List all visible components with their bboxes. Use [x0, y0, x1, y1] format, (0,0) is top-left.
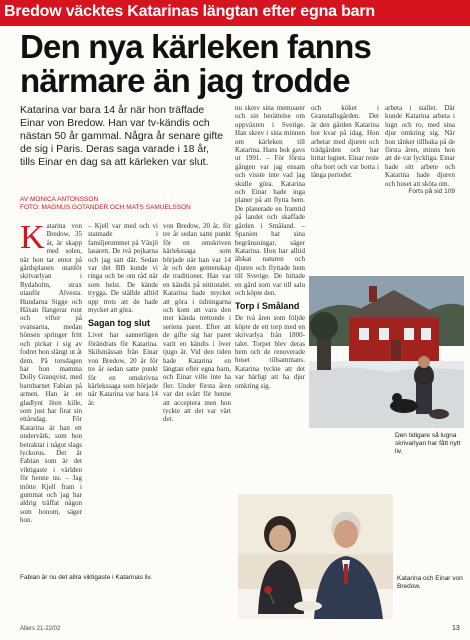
body-column-3	[163, 222, 231, 632]
byline-photo: FOTO: MAGNUS GOTANDER OCH MATS SAMUELSSON	[20, 204, 191, 211]
body-text-1: atarina von Bredow, 35 år, är skapp med solen, när hon tar emot på gårdsplanen utanför skrivarlyan i Rydaholm, strax utanför Alvesta. Hundarna Sigge och Häxan flangerar runt och vifter på svansarna, medan hönsen springer fritt och pickar i sig av fodret hon slängt ut åt dem. På torsdagen har hon mamma Dolly Granqvist, med barnbarnet Fabian på armen. Han är en gladlynt liten kille, som just har firat sin ettårsdag. För Katarina är han ett undervärk, som hon betraktar i något slags lyckorus. Det är Fabian som är det viktigaste i världen för henne nu. – Jag mötte Kjell fram i gummat och jag har aldrig träffat någon som honom, säger hon.	[20, 222, 82, 525]
body-column-4	[235, 104, 305, 524]
banner-title: Bredow väcktes Katarinas längtan efter egna barn	[4, 3, 375, 20]
lede-paragraph: Katarina var bara 14 år när hon träffade Einar von Bredow. Han var tv-kändis och nästan 50 år gammal. Några år senare gifte de sig i Paris. Deras saga varade i 18 år, tills Einar en dag sa att kärleken var slut.	[20, 104, 224, 168]
body-column-5	[311, 104, 379, 274]
body-text-3: von Bredow, 20 år, för tre år sedan satte punkt för en omskriven kärlekssaga som började när han var 14 år och den gemenskap de traditioner. Han var en kändis på nittiotalet. Katarina hade mycket att göra i tidningarna och kom att vara den mer kända trettonde i seriens paret. Efter att de gifte sig har paret varit en kändis i över tjugo år. Vid den tiden hade Katarina en längtan efter egna barn, och Einar ville inte ha fler. Under första åren var det svårt för henne att acceptera men hon tyckte att det var värt det.	[163, 222, 231, 424]
subhead-saga: Sagan tog slut	[88, 318, 151, 329]
byline-author: AV MONICA ANTONSSON	[20, 196, 99, 203]
body-text-5: och köket i Granstallsgården. Det är den gården Katarina bor kvar på idag. Hon arbetar med djuren och trädgården och har hittat lugnet. Einar reste ofta bort och var borta i långa perioder.	[311, 104, 379, 180]
body-text-4b: De två åren som följde köpte de ett torp med en skrivarlya från 1800-talet. Torpet blev deras hem och de renoverade huset tillsammans. Katarina tyckte att det var härligt att ha djur omkring sig.	[235, 314, 305, 390]
body-text-2: – Kjell var med och vi stannade i familjerummet på Växjö lasarett. De två pojkarna och jag satt där. Sedan var det BB kunde vi ringa och be om råd när som helst. De kände trygga. De ställde alltid upp trots att de hade mycket att göra.	[88, 222, 158, 315]
banner	[0, 0, 470, 26]
subhead-torp: Torp i Småland	[235, 301, 300, 312]
body-column-2	[88, 222, 158, 572]
photo-house-dogs-image	[309, 276, 464, 428]
headline-line1: Den nya kärleken fanns	[20, 28, 372, 65]
byline	[20, 196, 225, 212]
body-text-2b: Livet har sannerligen förändrats för Katarina. Skilsmässan från Einar von Bredow, 20 år för tre år sedan satte punkt för en omskrivna kärlekssaga som började när Katarina var bara 14 år.	[88, 331, 158, 407]
photo-couple-image	[238, 494, 393, 619]
caption-couple: Katarina och Einar von Bredow.	[397, 575, 463, 590]
caption-quote: Fabian är nu det allra viktigaste i Katarinas liv.	[20, 574, 153, 581]
body-text-6: arbeta i stallet. Där kunde Katarina arbeta i lugn och ro, med sina djur omkring sig. När hon tänker tillbaka på de första åren, minns hon att de var lyckliga. Einar hade sitt arbete och Katarina hade djuren och huset att sköta om.	[385, 104, 455, 188]
drop-cap: K	[20, 222, 45, 256]
continued-note: Forts på sid 109	[408, 188, 455, 196]
photo-house-dogs	[309, 276, 464, 428]
body-column-6	[385, 104, 455, 272]
body-text-4: nu skrev sina memoarer och sin berättelse om uppväxten i Sverige. Han skrev i sina minnen om kärleken till Katarina. Hans bok gavs ut 1991. – För första gången var jag ensam och visste inte vad jag skulle göra. Katarina och Einar hade inga planer på att flytta hem. De planerade en framtid på landet och skaffade gården i Småland. – Spanien har sina begränsningar, säger Katarina. Hon har alltid älskat naturen och djuren och flyttade hem till Sverige. De hittade en gård som var till salu och köpte den.	[235, 104, 305, 297]
page-number: 13	[452, 625, 460, 632]
issue-label: Allers 21-22/02	[20, 626, 61, 632]
headline-line2: närmare än jag trodde	[20, 62, 350, 99]
headline	[20, 30, 460, 98]
body-column-1	[20, 222, 82, 572]
photo-couple	[238, 494, 393, 619]
caption-house: Den tidigare så lugna skrivarlyan har fått nytt liv.	[395, 432, 461, 455]
